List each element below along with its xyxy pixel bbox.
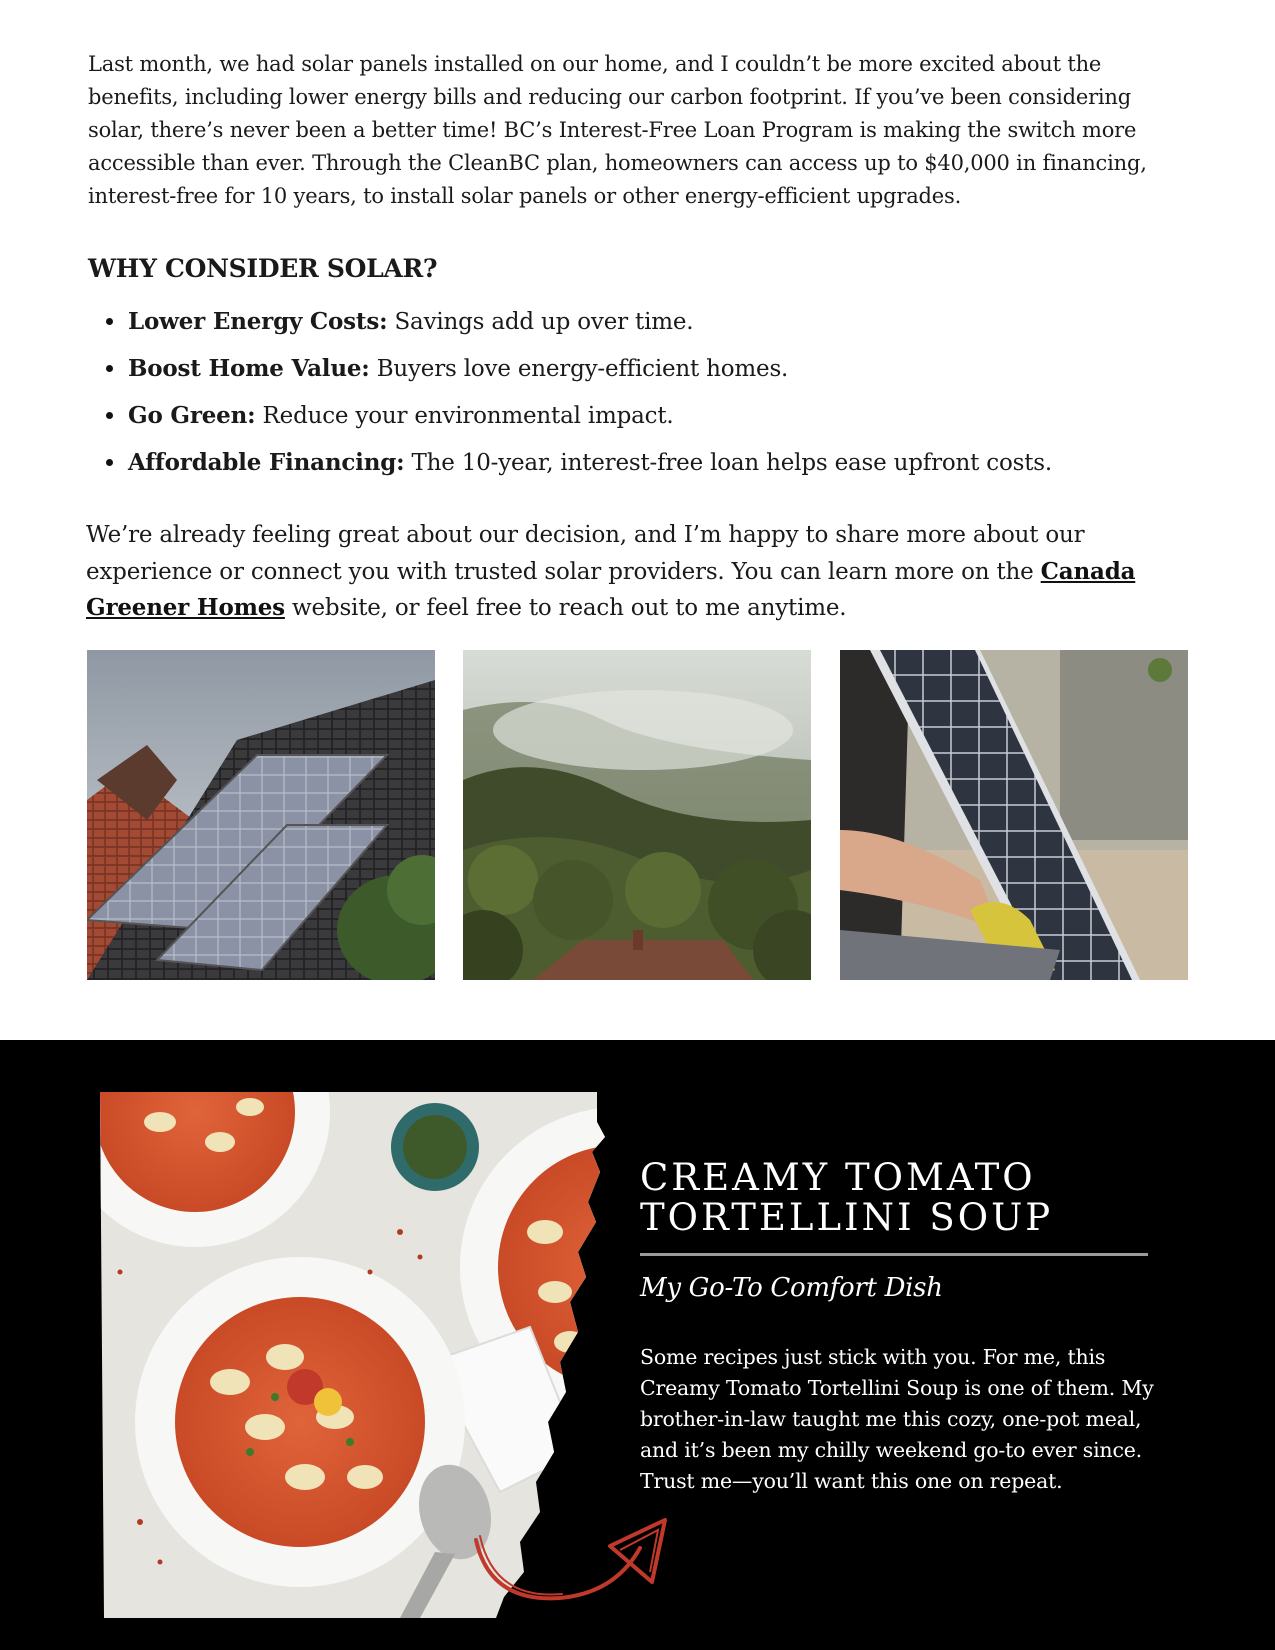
why-solar-heading: WHY CONSIDER SOLAR? xyxy=(88,254,438,283)
benefit-label: Boost Home Value: xyxy=(128,355,370,382)
canada-greener-homes-link[interactable]: Canada Greener Homes xyxy=(86,557,1136,621)
list-item xyxy=(88,445,1188,492)
misty-forest-photo xyxy=(463,650,811,980)
title-divider xyxy=(640,1253,1148,1256)
list-item xyxy=(88,398,1188,445)
recipe-title xyxy=(640,1158,1160,1238)
recipe-subtitle: My Go-To Comfort Dish xyxy=(640,1273,943,1303)
recipe-title-line1: CREAMY TOMATO xyxy=(640,1156,1036,1199)
benefits-list xyxy=(88,304,1188,492)
solar-roof-photo xyxy=(87,650,435,980)
curved-arrow-icon xyxy=(470,1508,680,1616)
benefit-text: The 10-year, interest-free loan helps ease upfront costs. xyxy=(404,450,1052,476)
closing-text-after: website, or feel free to reach out to me anytime. xyxy=(284,595,847,621)
benefit-label: Go Green: xyxy=(128,402,256,429)
benefit-label: Affordable Financing: xyxy=(128,449,405,476)
benefit-text: Savings add up over time. xyxy=(387,309,694,335)
benefit-label: Lower Energy Costs: xyxy=(128,308,388,335)
benefit-text: Reduce your environmental impact. xyxy=(255,403,674,429)
closing-text-before: We’re already feeling great about our decision, and I’m happy to share more about our experience or connect you with trusted solar providers. You can learn more on the xyxy=(86,522,1085,585)
recipe-description: Some recipes just stick with you. For me, this Creamy Tomato Tortellini Soup is one of them. My brother-in-law taught me this cozy, one-pot meal, and it’s been my chilly weekend go-to ever since. Trust me—you’ll want this one on repeat. xyxy=(640,1345,1154,1493)
closing-paragraph xyxy=(86,517,1191,627)
list-item xyxy=(88,304,1188,351)
benefit-text: Buyers love energy-efficient homes. xyxy=(369,356,789,382)
bullet-icon xyxy=(106,412,113,419)
solar-panel-install-photo xyxy=(840,650,1188,980)
bullet-icon xyxy=(106,365,113,372)
recipe-title-line2: TORTELLINI SOUP xyxy=(640,1196,1054,1239)
intro-paragraph: Last month, we had solar panels installed on our home, and I couldn’t be more excited about the benefits, including lower energy bills and reducing our carbon footprint. If you’ve been considering solar, there’s never been a better time! BC’s Interest-Free Loan Program is making the switch more accessible than ever. Through the CleanBC plan, homeowners can access up to $40,000 in financing, interest-free for 10 years, to install solar panels or other energy-efficient upgrades. xyxy=(88,52,1147,208)
bullet-icon xyxy=(106,459,113,466)
list-item xyxy=(88,351,1188,398)
bullet-icon xyxy=(106,318,113,325)
